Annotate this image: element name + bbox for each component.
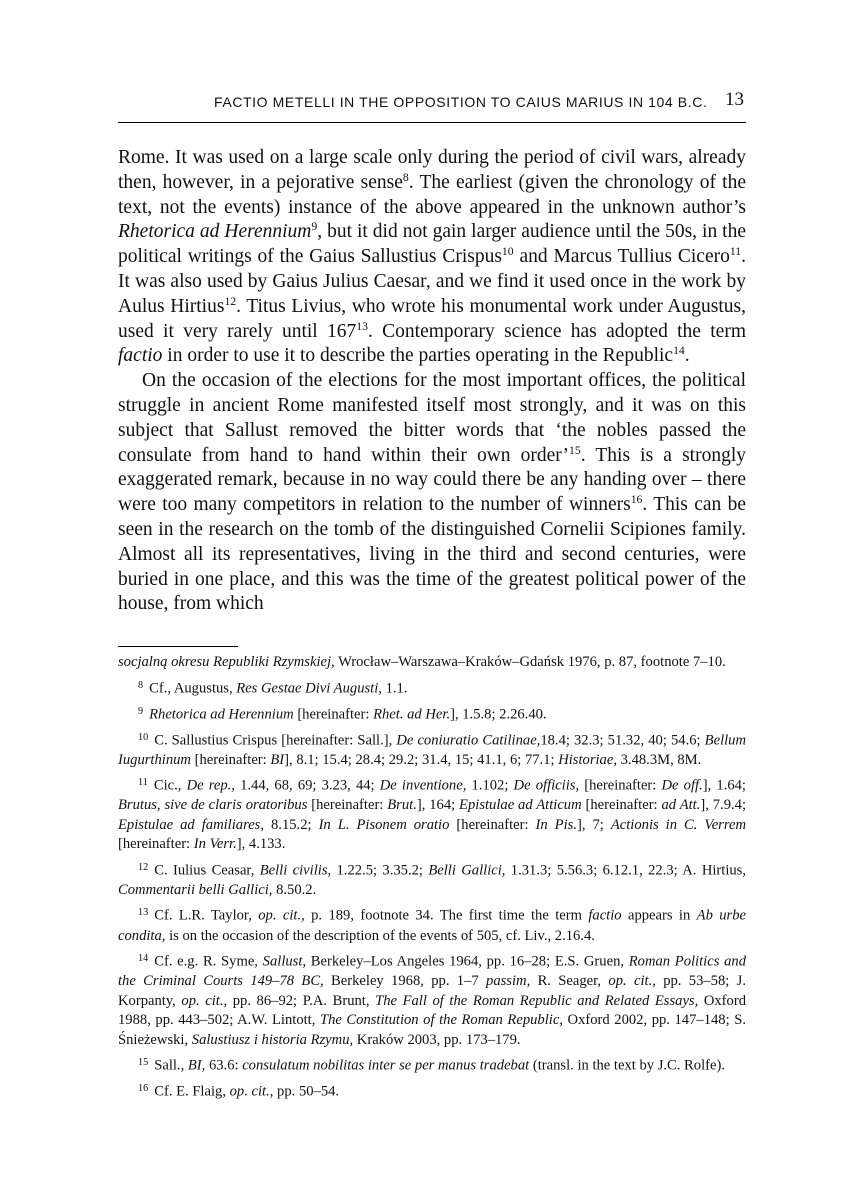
italic-text: Ab urbe condita, xyxy=(118,908,746,944)
text-run: Berkeley 1968, pp. 1–7 xyxy=(323,973,487,990)
text-run: [hereinafter: xyxy=(581,797,662,814)
italic-text: Belli Gallici, xyxy=(428,862,506,879)
text-run: Berkeley–Los Angeles 1964, pp. 16–28; E.S. Gruen, xyxy=(306,953,629,970)
footnote xyxy=(118,773,746,855)
text-run: C. Sallustius Crispus [hereinafter: Sall.], xyxy=(154,732,397,749)
text-run: Oxford 1988, pp. 443–502; A.W. Lintott, xyxy=(118,992,746,1029)
footnote xyxy=(118,903,746,946)
italic-text: Rhetorica ad Herennium xyxy=(149,706,294,723)
text-run: 1.31.3; 5.56.3; 6.12.1, 22.3; A. Hirtius, xyxy=(505,862,747,879)
italic-text: ad Att. xyxy=(661,797,701,814)
footnote xyxy=(118,676,746,699)
running-title: FACTIO METELLI IN THE OPPOSITION TO CAIUS MARIUS IN 104 B.C. xyxy=(214,94,708,110)
paragraph xyxy=(118,369,746,617)
italic-text: Epistulae ad Atticum xyxy=(459,797,582,814)
italic-text: op. cit., xyxy=(258,908,305,925)
text-run: [hereinafter: xyxy=(118,836,194,853)
italic-text: Sallust, xyxy=(262,953,307,970)
footnote xyxy=(118,728,746,771)
footnotes xyxy=(118,653,746,1105)
italic-text: BI xyxy=(270,751,285,768)
footnote-number: 8 xyxy=(138,679,144,691)
text-run: [hereinafter: xyxy=(307,797,388,814)
italic-text: Salustiusz i historia Rzymu, xyxy=(191,1031,354,1048)
italic-text: In Pis. xyxy=(535,816,577,833)
text-run: appears in xyxy=(621,908,697,925)
text-run: 1.102; xyxy=(466,777,514,794)
text-run: ], 164; xyxy=(416,797,460,814)
text-run: Kraków 2003, pp. 173–179. xyxy=(353,1031,521,1048)
text-run: [hereinafter: xyxy=(579,777,662,794)
italic-text: In L. Pisonem oratio xyxy=(318,816,450,833)
italic-text: Roman Politics and the Criminal Courts 149–78 BC, xyxy=(118,953,746,990)
paragraph xyxy=(118,146,746,369)
footnote-separator xyxy=(118,646,238,647)
running-header xyxy=(118,88,746,123)
footnote xyxy=(118,949,746,1050)
italic-text: De coniuratio Catilinae, xyxy=(396,732,541,749)
footnote-ref: 12 xyxy=(224,294,237,308)
italic-text: BI, xyxy=(187,1057,206,1074)
text-run: 18.4; 32.3; 51.32, 40; 54.6; xyxy=(540,732,705,749)
body-text xyxy=(118,146,746,617)
text-run: . This can be seen in the research on the tomb of the distinguished Cornelii Scipiones family. Almost all its representatives, living in the third and second centuries, were buried in one place, and this was the time of the greatest political power of the house, from which xyxy=(118,494,747,615)
footnote-ref: 11 xyxy=(729,245,742,259)
italic-text: Bellum Iugurthinum xyxy=(118,732,747,768)
italic-text: De off. xyxy=(661,777,703,794)
footnote-number: 12 xyxy=(138,861,149,873)
text-run: 3.48.3M, 8M. xyxy=(616,751,702,768)
text-run: . This is a strongly exaggerated remark, because in no way could there be any handing over – there were too many competitors in relation to the number of winners xyxy=(118,444,746,516)
text-run: ], 7; xyxy=(576,816,611,833)
italic-text: op. cit., xyxy=(608,973,656,990)
italic-text: Rhetorica ad Herennium xyxy=(118,221,312,243)
text-run: C. Iulius Ceasar, xyxy=(154,862,260,879)
footnote-ref: 9 xyxy=(311,220,318,234)
italic-text: In Verr. xyxy=(193,836,237,853)
text-run: and Marcus Tullius Cicero xyxy=(513,246,730,268)
text-run: Wrocław–Warszawa–Kraków–Gdańsk 1976, p. 87, footnote 7–10. xyxy=(334,654,726,670)
page-number: 13 xyxy=(725,89,744,110)
text-run: (transl. in the text by J.C. Rolfe). xyxy=(529,1057,725,1074)
text-run: 1.1. xyxy=(381,680,408,697)
text-run: p. 189, footnote 34. The first time the term xyxy=(304,908,589,925)
italic-text: Epistulae ad familiares, xyxy=(118,816,265,833)
italic-text: factio xyxy=(588,908,622,925)
text-run: R. Seager, xyxy=(530,973,609,990)
text-run: . It was also used by Gaius Julius Caesar, and we find it used once in the work by Aulus Hirtius xyxy=(118,246,746,317)
footnote-number: 10 xyxy=(138,731,149,743)
text-run: . xyxy=(684,345,690,367)
italic-text: Rhet. ad Her. xyxy=(373,706,451,723)
italic-text: Res Gestae Divi Augusti, xyxy=(236,680,382,697)
italic-text: Brut. xyxy=(387,797,417,814)
text-run: Cf. L.R. Taylor, xyxy=(154,908,259,925)
italic-text: Commentarii belli Gallici, xyxy=(118,881,273,898)
footnote xyxy=(118,653,746,673)
footnote xyxy=(118,702,746,725)
text-run: Cf. e.g. R. Syme, xyxy=(154,953,263,970)
italic-text: The Fall of the Roman Republic and Related Essays, xyxy=(375,992,699,1009)
italic-text: De officiis, xyxy=(513,777,580,794)
italic-text: De rep., xyxy=(186,777,235,794)
italic-text: op. cit., xyxy=(229,1083,274,1100)
text-run: . The earliest (given the chronology of the text, not the events) instance of the above appeared in the unknown author’s xyxy=(118,171,746,218)
italic-text: Actionis in C. Verrem xyxy=(610,816,747,833)
text-run: pp. 50–54. xyxy=(273,1083,340,1100)
footnote-ref: 8 xyxy=(402,170,409,184)
italic-text: op. cit., xyxy=(181,992,228,1009)
footnote-number: 11 xyxy=(138,777,148,789)
footnote xyxy=(118,1053,746,1076)
italic-text: socjalną okresu Republiki Rzymskiej, xyxy=(118,654,335,670)
text-run: 63.6: xyxy=(205,1057,243,1074)
footnote xyxy=(118,858,746,901)
footnote-number: 9 xyxy=(138,705,144,717)
italic-text: Brutus, sive de claris oratoribus xyxy=(118,797,308,814)
text-run: 8.50.2. xyxy=(272,881,317,898)
text-run: 1.44, 68, 69; 3.23, 44; xyxy=(234,777,380,794)
italic-text: The Constitution of the Roman Republic, xyxy=(319,1012,563,1029)
text-run: [hereinafter: xyxy=(293,706,374,723)
text-run: is on the occasion of the description of the events of 505, cf. Liv., 2.16.4. xyxy=(165,927,595,944)
footnote-ref: 15 xyxy=(569,443,581,457)
footnote-ref: 10 xyxy=(501,245,514,259)
italic-text: factio xyxy=(118,345,163,367)
text-run: [hereinafter: xyxy=(449,816,536,833)
text-run: Sall., xyxy=(154,1057,188,1074)
footnote-number: 13 xyxy=(138,907,149,919)
text-run: , but it did not gain larger audience until the 50s, in the political writings of the Gaius Sallustius Crispus xyxy=(118,221,746,268)
text-run: [hereinafter: xyxy=(190,751,271,768)
italic-text: consulatum nobilitas inter se per manus tradebat xyxy=(242,1057,530,1074)
text-run: 1.22.5; 3.35.2; xyxy=(331,862,429,879)
footnote-ref: 13 xyxy=(356,319,368,333)
text-run: ], 1.5.8; 2.26.40. xyxy=(450,706,547,723)
footnote-number: 14 xyxy=(138,953,149,965)
text-run: On the occasion of the elections for the most important offices, the political struggle in ancient Rome manifested itself most strongly, and it was on this subject that Sallust removed the bitter words that ‘the nobles passed the consulate from hand to hand within their own order’ xyxy=(118,370,746,466)
italic-text: De inventione, xyxy=(379,777,467,794)
text-run: in order to use it to describe the parties operating in the Republic xyxy=(162,345,674,367)
text-run: pp. 86–92; P.A. Brunt, xyxy=(227,992,376,1009)
footnote-number: 16 xyxy=(138,1083,149,1095)
text-run: Rome. It was used on a large scale only during the period of civil wars, already then, however, in a pejorative sense xyxy=(118,147,746,193)
footnote-number: 15 xyxy=(138,1057,149,1069)
text-run: ], 7.9.4; xyxy=(700,797,746,814)
text-run: ], 1.64; xyxy=(702,777,746,794)
text-run: ], 8.1; 15.4; 28.4; 29.2; 31.4, 15; 41.1, 6; 77.1; xyxy=(284,751,559,768)
text-run: 8.15.2; xyxy=(264,816,319,833)
footnote-ref: 16 xyxy=(630,493,643,507)
footnote xyxy=(118,1079,746,1102)
italic-text: passim, xyxy=(486,973,531,990)
text-run: ], 4.133. xyxy=(236,836,286,853)
text-run: Cf. E. Flaig, xyxy=(154,1083,230,1100)
italic-text: Historiae, xyxy=(558,751,617,768)
text-run: . Contemporary science has adopted the term xyxy=(367,320,746,342)
text-run: Cic., xyxy=(153,777,187,794)
text-run: Oxford 2002, pp. 147–148; S. Śnieżewski, xyxy=(118,1012,746,1048)
text-run: Cf., Augustus, xyxy=(149,680,237,697)
italic-text: Belli civilis, xyxy=(259,862,332,879)
footnote-ref: 14 xyxy=(673,344,685,358)
text-run: . Titus Livius, who wrote his monumental work under Augustus, used it very rarely until 167 xyxy=(118,295,746,342)
text-run: pp. 53–58; J. Korpanty, xyxy=(118,973,746,1009)
